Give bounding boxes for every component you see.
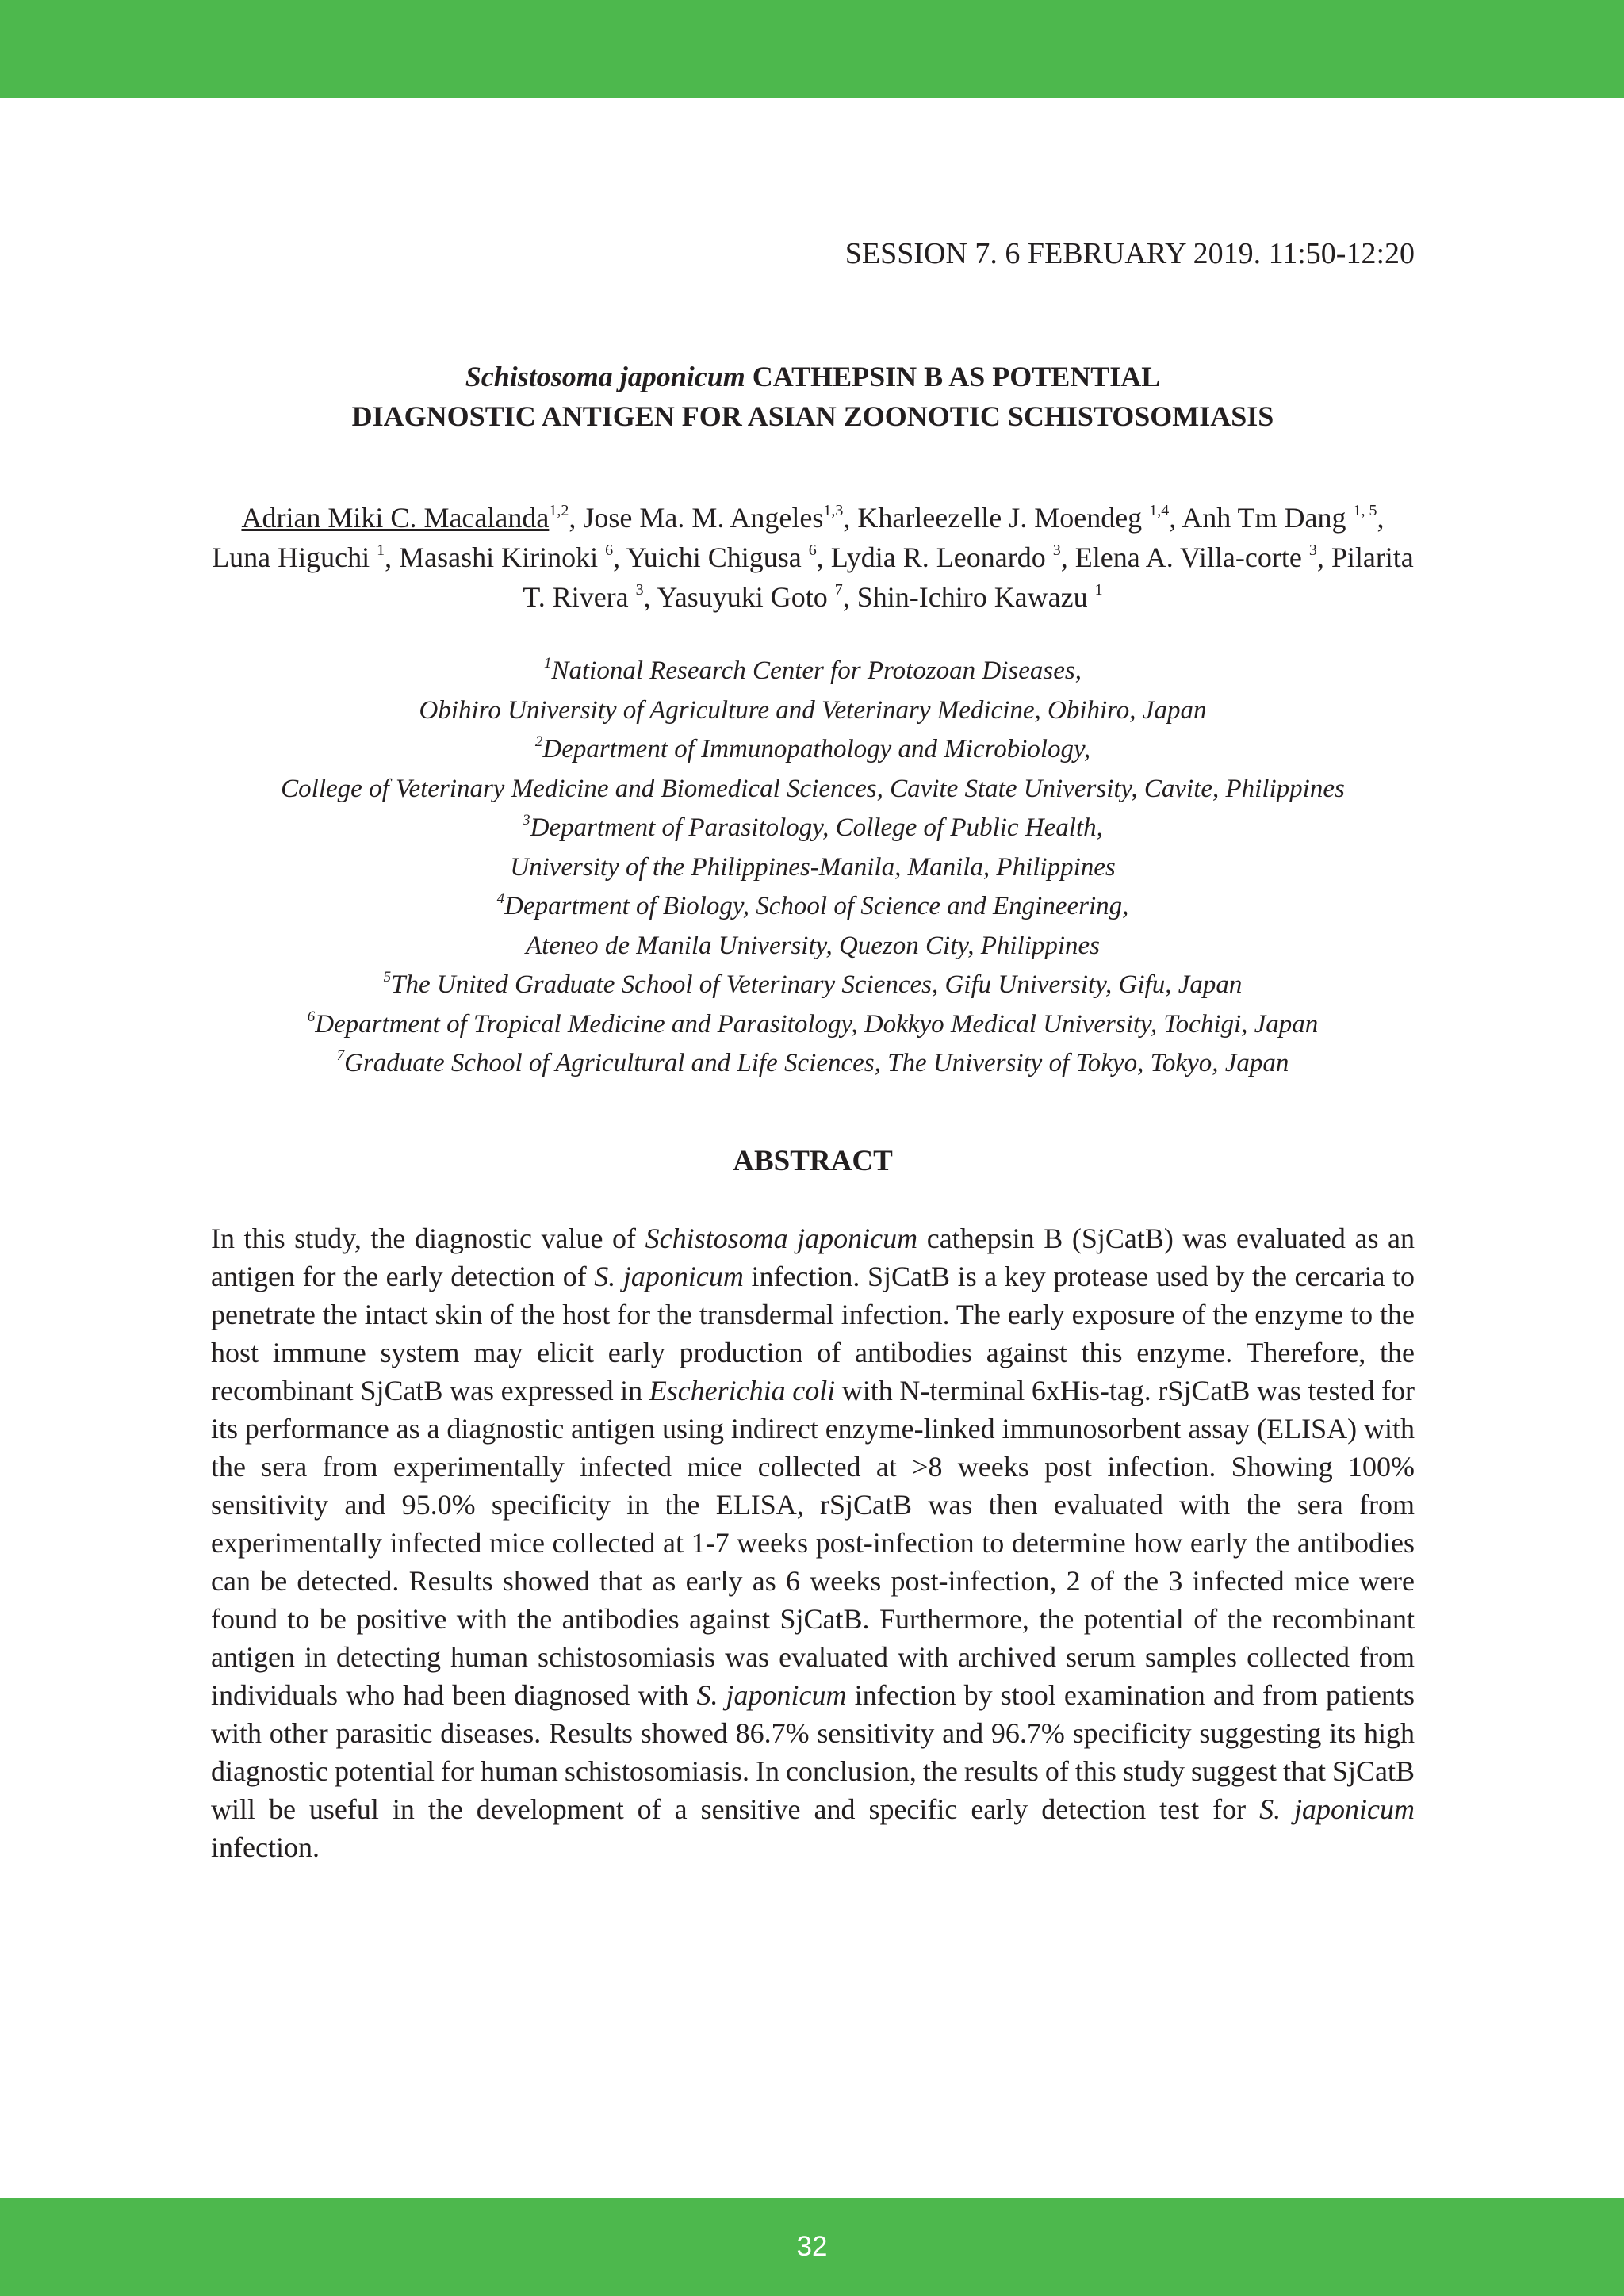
abstract-body [211,1219,1415,1866]
author-affiliation-marker: 3 [1308,541,1317,559]
author-affiliation-marker: 7 [834,581,843,599]
author-name: Masashi Kirinoki [399,541,606,573]
abstract-species-name: Schistosoma japonicum [645,1223,918,1254]
abstract-species-name: S. japonicum [1259,1793,1415,1825]
author-separator: , [569,502,584,534]
affiliation-marker: 7 [336,1047,345,1064]
author-separator: , [613,541,626,573]
affiliation-line [211,927,1415,966]
author-separator: , [385,541,400,573]
author-name: Shin-Ichiro Kawazu [856,581,1095,613]
affiliation-list [211,652,1415,1084]
affiliation-text: Department of Immunopathology and Microbiology, [542,735,1091,763]
title-line-2: DIAGNOSTIC ANTIGEN FOR ASIAN ZOONOTIC SCHISTOSOMIASIS [351,400,1274,432]
abstract-heading: ABSTRACT [733,1145,893,1177]
author-separator: , [643,581,657,613]
author-affiliation-marker: 6 [808,541,817,559]
affiliation-marker: 2 [534,733,543,750]
affiliation-line [211,887,1415,927]
affiliation-line [211,730,1415,770]
abstract-species-name: S. japonicum [594,1261,744,1292]
abstract-text: infection. [211,1831,320,1863]
author-name: Anh Tm Dang [1182,502,1354,534]
page-number: 32 [796,2231,828,2262]
affiliation-text: Department of Biology, School of Science and Engineering, [504,892,1129,920]
affiliation-text: Graduate School of Agricultural and Life Sciences, The University of Tokyo, Tokyo, Japan [344,1049,1289,1077]
affiliation-text: Ateneo de Manila University, Quezon City, Philippines [525,931,1101,960]
author-name: Luna Higuchi [212,541,377,573]
title-line-1-rest: CATHEPSIN B AS POTENTIAL [745,361,1161,392]
author-affiliation-marker: 1 [377,541,385,559]
affiliation-line [211,691,1415,731]
author-affiliation-marker: 1, 5 [1353,502,1377,519]
author-affiliation-marker: 6 [605,541,614,559]
abstract-text: with N-terminal 6xHis-tag. rSjCatB was tested for its performance as a diagnostic antigen using indirect enzyme-linked immunosorbent assay (ELISA) with the sera from experimentally infected mice collected at >8 weeks post infection. Showing 100% sensitivity and 95.0% specificity in the ELISA, rSjCatB was then evaluated with the sera from experimentally infected mice collected at 1-7 weeks post-infection to determine how early the antibodies can be detected. Results showed that as early as 6 weeks post-infection, 2 of the 3 infected mice were found to be positive with the antibodies against SjCatB. Furthermore, the potential of the recombinant antigen in detecting human schistosomiasis was evaluated with archived serum samples collected from individuals who had been diagnosed with [211,1375,1415,1711]
abstract-text: cathepsin B (SjCatB) was evaluated as an antigen for the early detection of [211,1223,1415,1292]
author-separator: , [1169,502,1182,534]
affiliation-line [211,1044,1415,1084]
author-name: Kharleezelle J. Moendeg [857,502,1150,534]
abstract-text: infection. SjCatB is a key protease used by the cercaria to penetrate the intact skin of the host for the transdermal infection. The early exposure of the enzyme to the host immune system may elicit early production of antibodies against this enzyme. Therefore, the recombinant SjCatB was expressed in [211,1261,1415,1406]
affiliation-text: National Research Center for Protozoan Diseases, [551,656,1082,685]
title-line-1 [211,357,1415,396]
author-affiliation-marker: 3 [1052,541,1061,559]
author-separator: , [1316,541,1331,573]
author-separator: , [843,502,858,534]
affiliation-line [211,770,1415,809]
abstract-species-name: S. japonicum [696,1679,847,1711]
affiliation-text: College of Veterinary Medicine and Biomedical Sciences, Cavite State University, Cavite, Philippines [281,774,1345,803]
affiliation-marker: 5 [383,969,392,985]
author-separator: , [1060,541,1075,573]
abstract-species-name: Escherichia coli [649,1375,836,1406]
author-affiliation-marker: 1,4 [1149,502,1170,519]
author-list [211,498,1415,617]
affiliation-text: Department of Parasitology, College of Public Health, [530,813,1103,842]
author-separator: , [1377,502,1385,534]
abstract-text: infection by stool examination and from patients with other parasitic diseases. Results showed 86.7% sensitivity and 96.7% specificity suggesting its high diagnostic potential for human schistosomiasis. In conclusion, the results of this study suggest that SjCatB will be useful in the development of a sensitive and specific early detection test for [211,1679,1415,1825]
affiliation-text: Obihiro University of Agriculture and Veterinary Medicine, Obihiro, Japan [419,695,1207,725]
abstract-text: In this study, the diagnostic value of [211,1223,645,1254]
author-name: Yuichi Chigusa [626,541,809,573]
author-affiliation-marker: 1,2 [549,502,569,519]
session-info: SESSION 7. 6 FEBRUARY 2019. 11:50-12:20 [845,237,1415,270]
affiliation-line [211,966,1415,1005]
affiliation-text: Department of Tropical Medicine and Parasitology, Dokkyo Medical University, Tochigi, Japan [315,1009,1319,1039]
author-separator: , [842,581,857,613]
author-name: Jose Ma. M. Angeles [583,502,824,534]
author-name: Lydia R. Leonardo [830,541,1053,573]
author-affiliation-marker: 1 [1094,581,1103,599]
affiliation-line [211,1005,1415,1045]
title-species: Schistosoma japonicum [465,361,745,392]
affiliation-line [211,848,1415,888]
author-separator: , [816,541,831,573]
affiliation-text: University of the Philippines-Manila, Manila, Philippines [510,852,1116,882]
author-name: Elena A. Villa-corte [1074,541,1309,573]
affiliation-marker: 1 [543,655,552,672]
author-affiliation-marker: 3 [635,581,644,599]
author-name: Yasuyuki Goto [657,581,835,613]
affiliation-text: The United Graduate School of Veterinary Sciences, Gifu University, Gifu, Japan [391,970,1243,999]
affiliation-line [211,809,1415,848]
header-band [0,0,1624,98]
author-name: Pilarita T. Rivera [523,541,1414,613]
affiliation-marker: 4 [496,890,505,907]
affiliation-marker: 3 [523,812,530,828]
author-affiliation-marker: 1,3 [823,502,844,519]
author-name author-first: Adrian Miki C. Macalanda [241,502,550,534]
affiliation-marker: 6 [307,1008,316,1025]
paper-title [211,357,1415,436]
affiliation-line [211,652,1415,691]
